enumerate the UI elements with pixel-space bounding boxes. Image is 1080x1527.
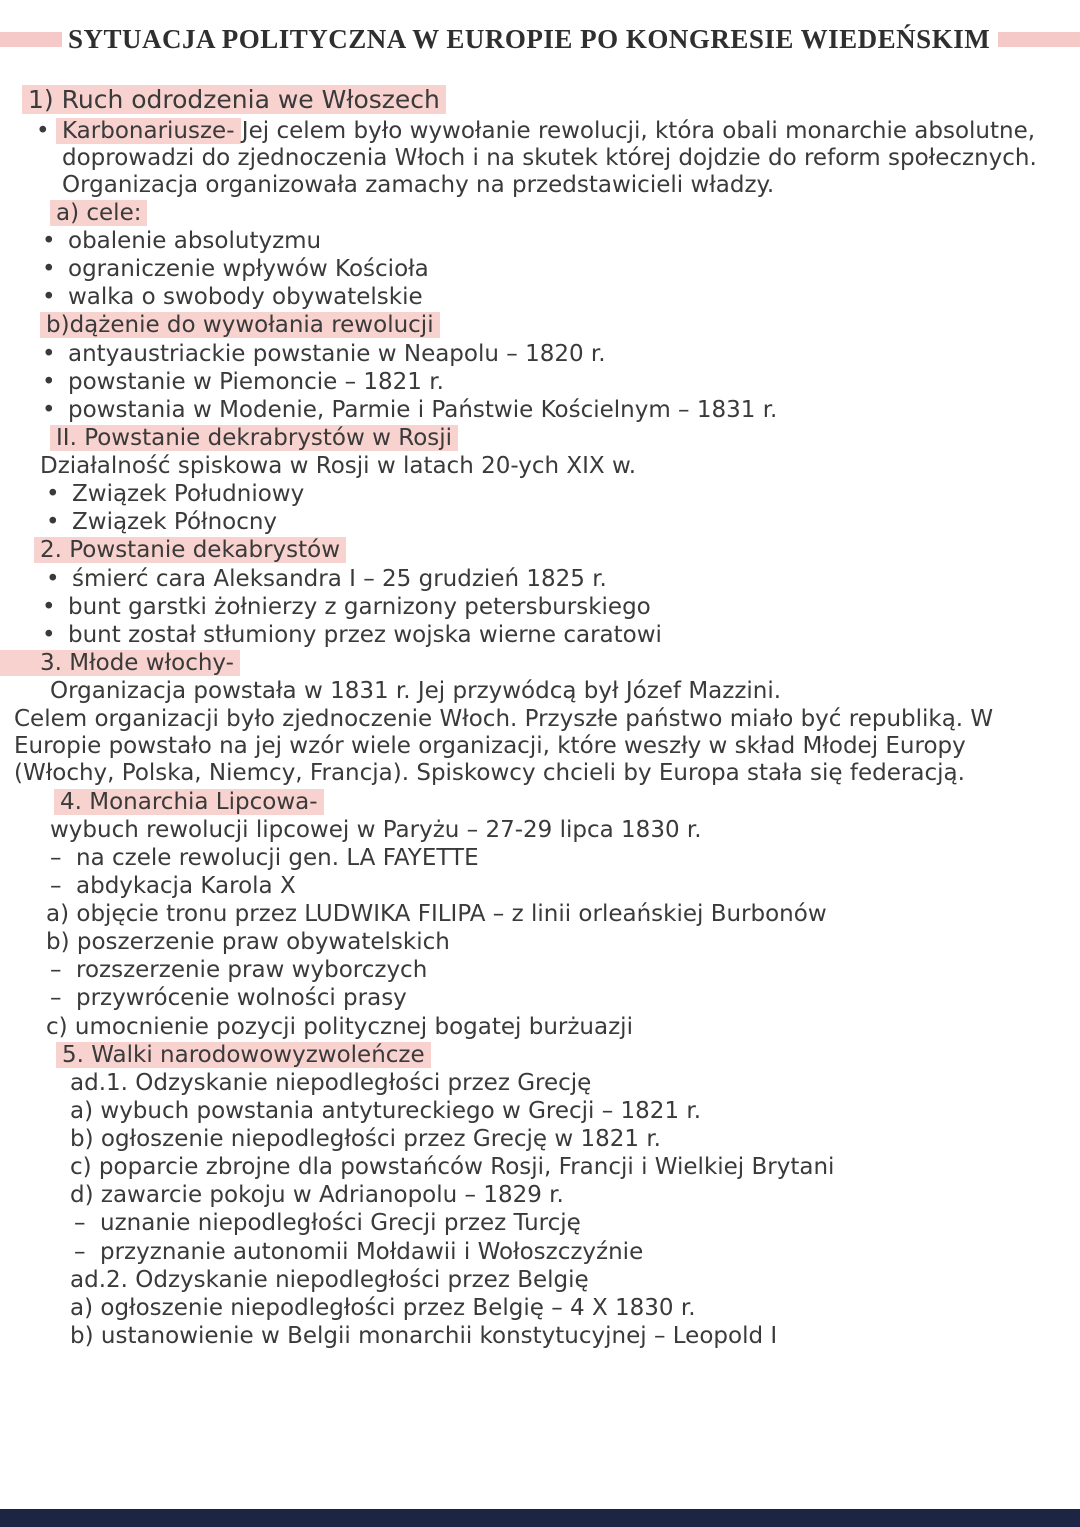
note-line — [0, 622, 1064, 649]
line-text: Działalność spiskowa w Rosji w latach 20-ych XIX w. — [40, 453, 637, 479]
note-line — [0, 369, 1064, 396]
bullet-marker: • — [42, 396, 56, 423]
line-text: Związek Północny — [72, 509, 278, 536]
line-text: abdykacja Karola X — [76, 872, 296, 899]
note-line — [0, 873, 1064, 900]
note-line — [0, 200, 1064, 227]
note-line — [0, 1126, 1064, 1153]
page-title: SYTUACJA POLITYCZNA W EUROPIE PO KONGRESIE WIEDEŃSKIM — [68, 24, 991, 54]
title-highlight-bar-left — [0, 32, 62, 47]
line-text: Związek Południowy — [72, 481, 305, 508]
line-text: śmierć cara Aleksandra I – 25 grudzień 1825 r. — [72, 565, 607, 592]
line-text: d) zawarcie pokoju w Adrianopolu – 1829 r. — [70, 1182, 564, 1209]
line-text: a) cele: — [56, 199, 142, 226]
page-title-row — [0, 0, 1080, 55]
line-text: uznanie niepodległości Grecji przez Turcję — [100, 1210, 581, 1237]
note-line — [0, 341, 1064, 368]
footer-bar — [0, 1509, 1080, 1527]
note-line — [0, 985, 1064, 1012]
line-text: ad.1. Odzyskanie niepodległości przez Grecję — [70, 1069, 592, 1096]
note-body — [0, 55, 1080, 1350]
bullet-marker: • — [42, 621, 56, 648]
line-text: Celem organizacji było zjednoczenie Włoch. Przyszłe państwo miało być republiką. W Europie powstało na jej wzór wiele organizacji, które weszły w skład Młodej Europy (Włochy, Polska, Niemcy, Francja). Spiskowcy chcieli by Europa stała się federacją. — [14, 706, 994, 787]
bullet-marker: • — [42, 340, 56, 367]
dash-marker: – — [74, 1238, 86, 1265]
note-line — [0, 537, 1064, 564]
line-text: 4. Monarchia Lipcowa- — [60, 788, 318, 815]
bullet-marker: • — [42, 284, 56, 311]
line-text: przyznanie autonomii Mołdawii i Wołoszczyźnie — [100, 1238, 644, 1265]
line-text: ad.2. Odzyskanie niepodległości przez Belgię — [70, 1266, 589, 1293]
note-line — [0, 85, 1064, 115]
dash-marker: – — [50, 844, 62, 871]
note-line — [0, 397, 1064, 424]
line-text: b) ustanowienie w Belgii monarchii konstytucyjnej – Leopold I — [70, 1322, 778, 1349]
note-line — [0, 957, 1064, 984]
note-line — [0, 1098, 1064, 1125]
note-line — [0, 312, 1064, 339]
line-text: bunt garstki żołnierzy z garnizony petersburskiego — [68, 593, 651, 620]
note-line — [0, 1239, 1064, 1266]
note-line — [0, 1154, 1064, 1181]
line-text: c) poparcie zbrojne dla powstańców Rosji, Francji i Wielkiej Brytani — [70, 1154, 835, 1181]
note-line — [0, 817, 1064, 844]
line-text: 5. Walki narodowowyzwoleńcze — [62, 1041, 425, 1068]
note-line — [0, 1267, 1064, 1294]
line-text: powstania w Modenie, Parmie i Państwie Kościelnym – 1831 r. — [68, 396, 778, 423]
line-text: bunt został stłumiony przez wojska wierne caratowi — [68, 621, 662, 648]
note-line — [0, 1210, 1064, 1237]
line-text: na czele rewolucji gen. LA FAYETTE — [76, 844, 479, 871]
note-line — [0, 929, 1064, 956]
bullet-marker: • — [42, 256, 56, 283]
line-text: Organizacja powstała w 1831 r. Jej przywódcą był Józef Mazzini. — [50, 678, 782, 704]
note-line — [0, 566, 1064, 593]
line-text: b)dążenie do wywołania rewolucji — [46, 312, 434, 339]
bullet-marker: • — [46, 509, 60, 536]
note-line — [0, 481, 1064, 508]
note-line — [0, 901, 1064, 928]
note-line — [0, 1182, 1064, 1209]
note-line — [0, 706, 1064, 787]
note-line — [0, 453, 1064, 480]
line-text: a) ogłoszenie niepodległości przez Belgię – 4 X 1830 r. — [70, 1294, 696, 1321]
bullet-marker: • — [36, 117, 50, 144]
line-text: b) poszerzenie praw obywatelskich — [46, 929, 450, 956]
dash-marker: – — [74, 1210, 86, 1237]
line-text: przywrócenie wolności prasy — [76, 985, 407, 1012]
note-line — [0, 1323, 1064, 1350]
dash-marker: – — [50, 957, 62, 984]
line-text: wybuch rewolucji lipcowej w Paryżu – 27-29 lipca 1830 r. — [50, 816, 702, 843]
note-line — [0, 1014, 1064, 1041]
line-text: rozszerzenie praw wyborczych — [76, 957, 428, 984]
dash-marker: – — [50, 872, 62, 899]
note-line — [0, 509, 1064, 536]
note-line — [0, 1070, 1064, 1097]
line-text: a) objęcie tronu przez LUDWIKA FILIPA – z linii orleańskiej Burbonów — [46, 901, 827, 927]
bullet-marker: • — [42, 368, 56, 395]
note-line — [0, 118, 1064, 199]
line-text: 1) Ruch odrodzenia we Włoszech — [28, 85, 440, 114]
bullet-marker: • — [42, 593, 56, 620]
line-text: II. Powstanie dekrabrystów w Rosji — [56, 424, 453, 451]
note-line — [0, 228, 1064, 255]
note-line — [0, 845, 1064, 872]
line-text: 2. Powstanie dekabrystów — [40, 537, 341, 564]
line-text: obalenie absolutyzmu — [68, 228, 322, 254]
line-text: c) umocnienie pozycji politycznej bogatej burżuazji — [46, 1013, 633, 1040]
line-text: 3. Młode włochy- — [40, 649, 234, 676]
line-text: antyaustriackie powstanie w Neapolu – 1820 r. — [68, 340, 606, 367]
title-highlight-bar-right — [998, 32, 1080, 47]
note-line — [0, 284, 1064, 311]
line-text: b) ogłoszenie niepodległości przez Grecję w 1821 r. — [70, 1126, 661, 1152]
line-text: Karbonariusze- Jej celem było wywołanie rewolucji, która obali monarchie absolutne, doprowadzi do zjednoczenia Włoch i na skutek której dojdzie do reform społecznych. Organizacja organizowała zamachy na przedstawicieli władzy. — [62, 117, 1037, 198]
line-text: ograniczenie wpływów Kościoła — [68, 256, 429, 283]
note-line — [0, 789, 1064, 816]
dash-marker: – — [50, 985, 62, 1012]
note-line — [0, 1042, 1064, 1069]
line-text: powstanie w Piemoncie – 1821 r. — [68, 368, 444, 395]
bullet-marker: • — [46, 481, 60, 508]
note-line — [0, 256, 1064, 283]
note-line — [0, 594, 1064, 621]
note-line — [0, 650, 1064, 677]
note-line — [0, 425, 1064, 452]
note-line — [0, 678, 1064, 705]
note-line — [0, 1295, 1064, 1322]
line-text: a) wybuch powstania antytureckiego w Grecji – 1821 r. — [70, 1097, 702, 1124]
bullet-marker: • — [46, 565, 60, 592]
line-text: walka o swobody obywatelskie — [68, 284, 423, 311]
bullet-marker: • — [42, 228, 56, 254]
